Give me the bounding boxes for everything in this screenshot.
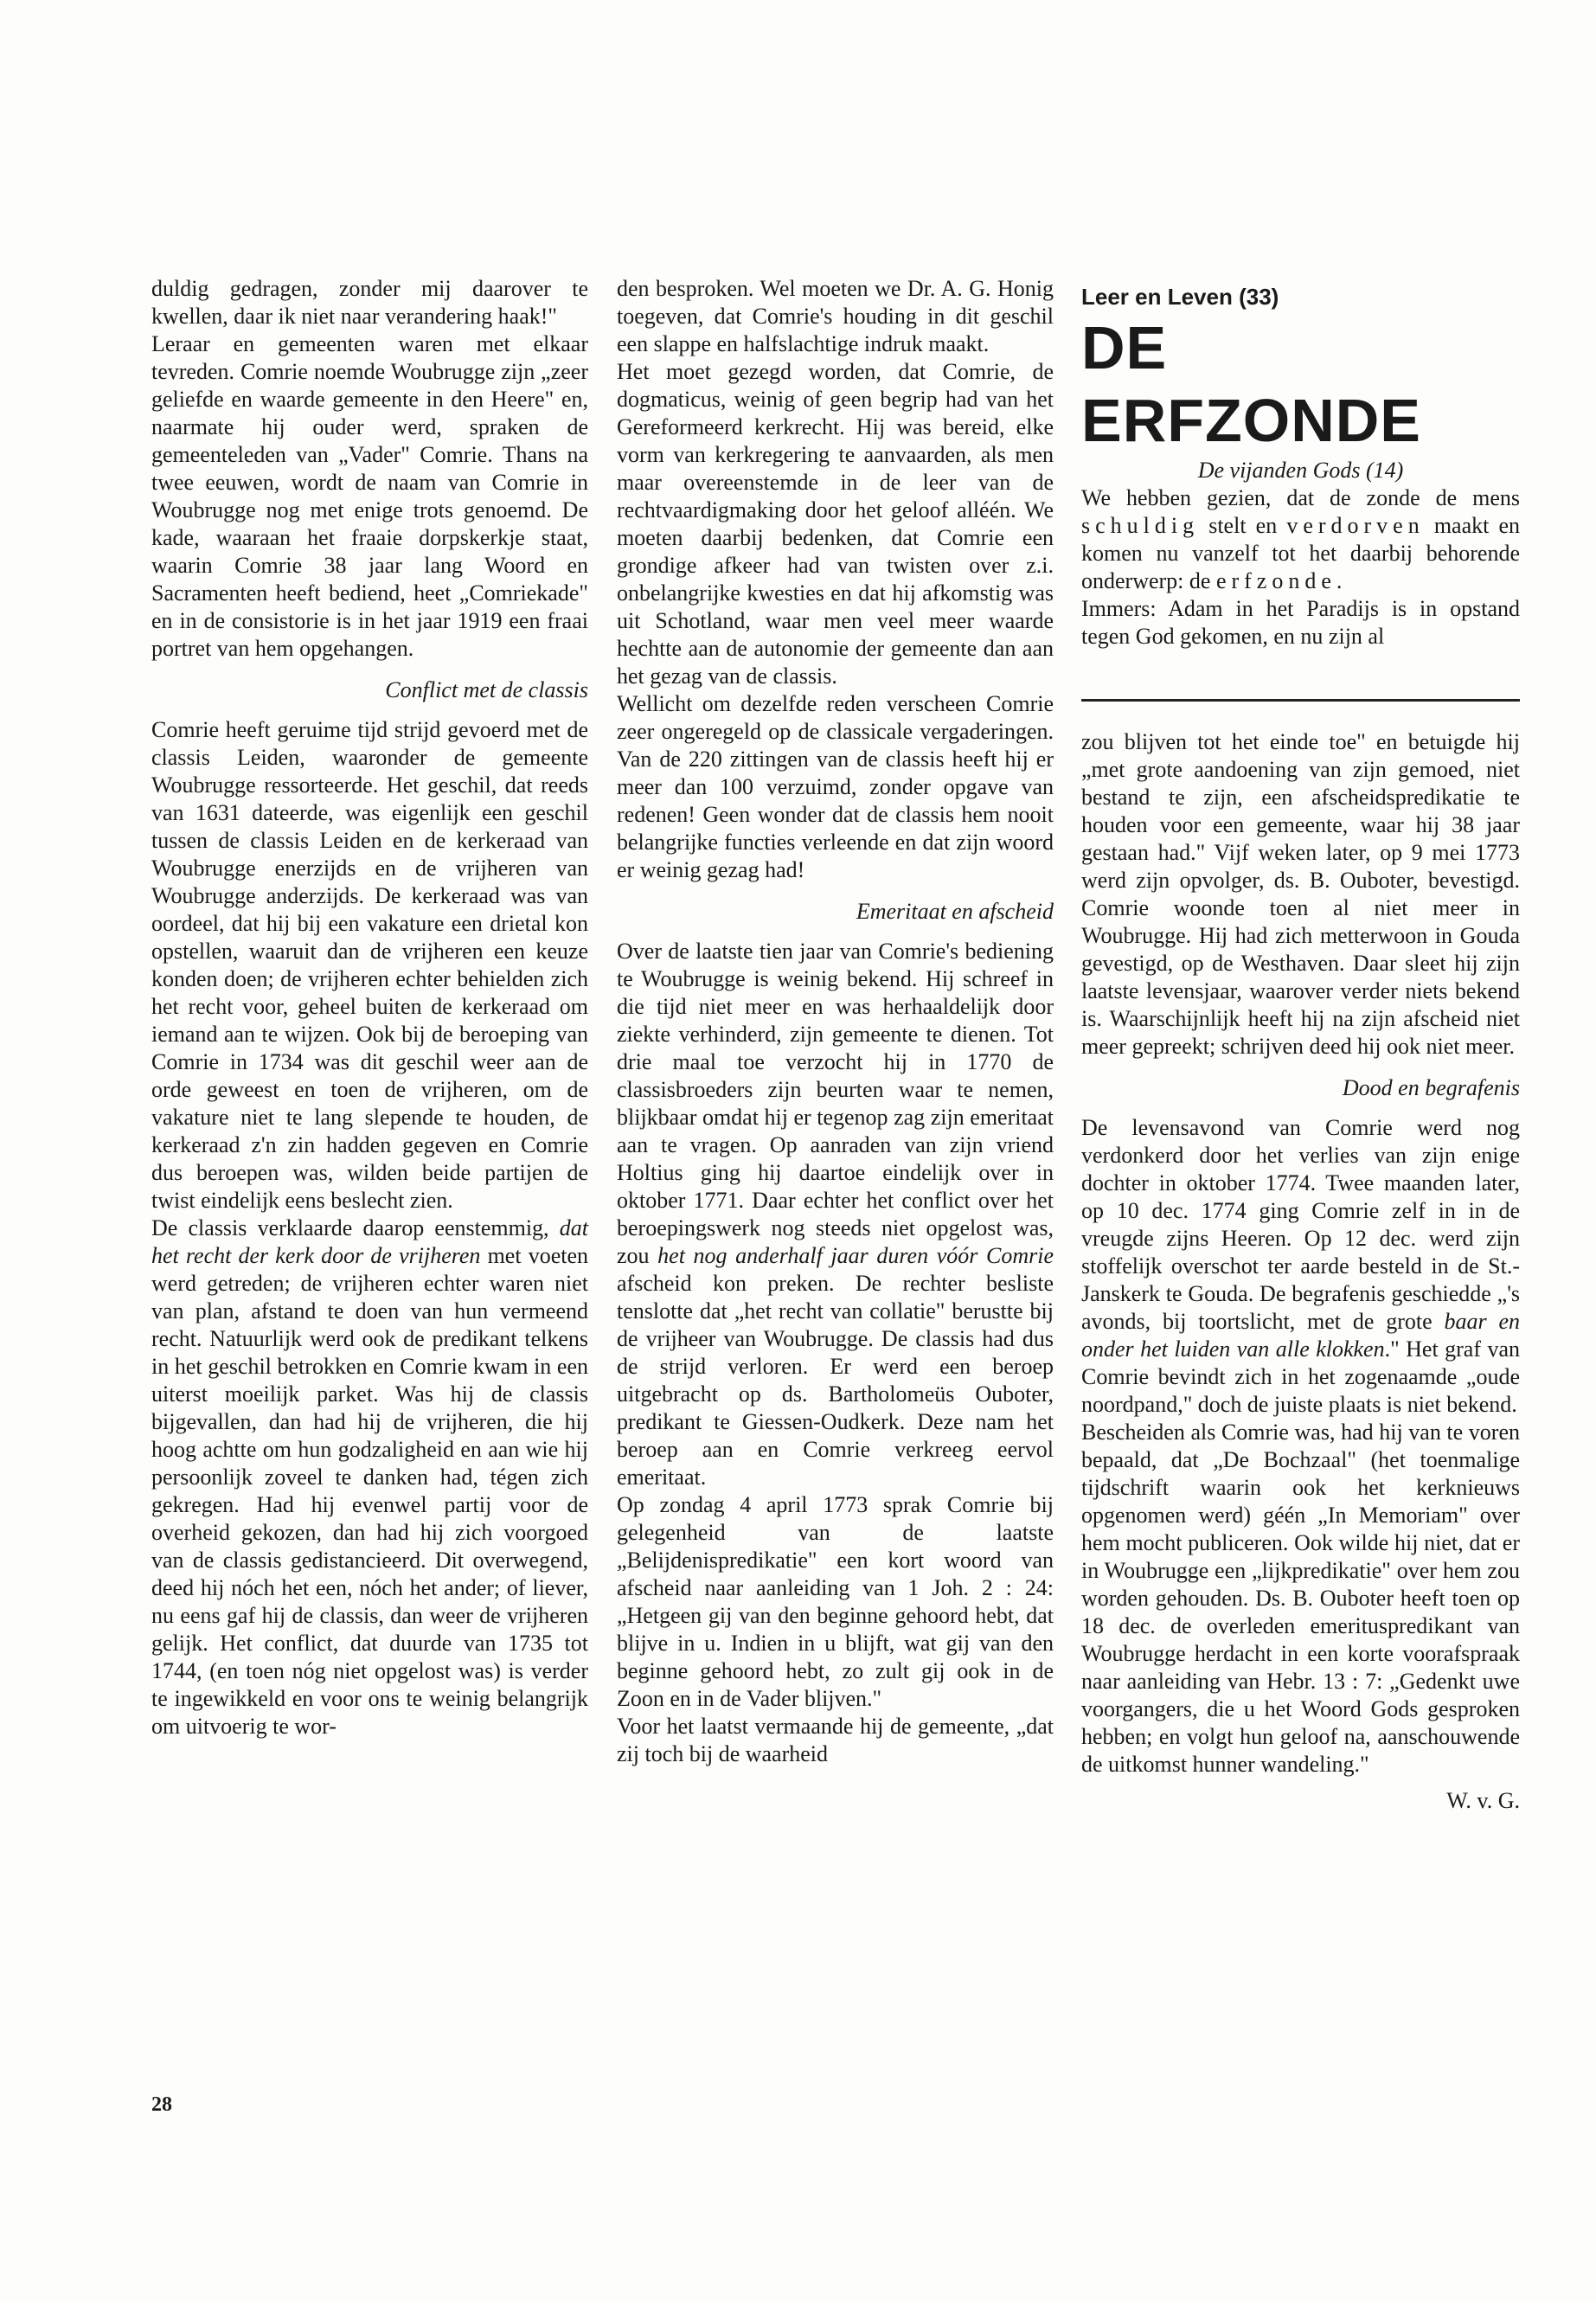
paragraph: Op zondag 4 april 1773 sprak Comrie bij gelegenheid van de laatste „Belijdenispredikatie" een kort woord van afscheid naar aanleiding van 1 Joh. 2 : 24: „Hetgeen gij van den beginne gehoord hebt, dat blijve in u. Indien in u blijft, wat gij van den beginne gehoord hebt, zo zult gij ook in de Zoon en in de Vader blijven." [617, 1492, 1054, 1711]
italic-run: het nog anderhalf jaar duren vóór Comrie [657, 1243, 1054, 1268]
paragraph: Comrie heeft geruime tijd strijd gevoerd met de classis Leiden, waaronder de gemeente Woubrugge ressorteerde. Het geschil, dat reeds van 1631 dateerde, was eigenlijk een geschil tussen de classis Leiden en de kerkeraad van Woubrugge enerzijds en de vrijheren van Woubrugge anderzijds. De kerkeraad was van oordeel, dat hij bij een vakature een drietal kon opstellen, waaruit dan de vrijheren een keuze konden doen; de vrijheren echter behielden zich het recht voor, geheel buiten de kerkeraad om iemand aan te wijzen. Ook bij de beroeping van Comrie in 1734 was dit geschil weer aan de orde geweest en toen de vrijheren, om de vakature niet te lang slepende te houden, de kerkeraad z'n zin hadden gegeven en Comrie dus beroepen was, wilden beide partijen de twist eindelijk eens beslecht zien. [151, 717, 588, 1213]
column-right-top [1081, 282, 1520, 651]
paragraph: Bescheiden als Comrie was, had hij van te voren bepaald, dat „De Bochzaal" (het toenmalige tijdschrift waarin ook het kerknieuws opgenomen werd) géén „In Memoriam" over hem mocht publiceren. Ook wilde hij niet, dat er in Woubrugge een „lijkpredikatie" over hem zou worden gehouden. Ds. B. Ouboter heeft toen op 18 dec. de overleden emerituspredikant van Woubrugge herdacht in een korte voorafspraak naar aanleiding van Hebr. 13 : 7: „Gedenkt uwe voorgangers, die u het Woord Gods gesproken hebben; en volgt hun geloof na, aanschouwende de uitkomst hunner wandeling." [1081, 1420, 1520, 1777]
paragraph: Het moet gezegd worden, dat Comrie, de dogmaticus, weinig of geen begrip had van het Gereformeerd kerkrecht. Hij was bereid, elke vorm van kerkregering te aanvaarden, als men maar overeenstemde in de leer van de rechtvaardigmaking door het geloof alléén. We moeten daarbij bedenken, dat Comrie een grondige afkeer had van twisten over z.i. onbelangrijke kwesties en dat hij afkomstig was uit Schotland, waar men veel meer waarde hechtte aan de autonomie der gemeente dan aan het gezag van de classis. [617, 359, 1054, 689]
paragraph: duldig gedragen, zonder mij daarover te kwellen, daar ik niet naar verandering haak!" [151, 276, 588, 329]
section-divider [1081, 699, 1520, 702]
spaced-word: erfzonde [1215, 568, 1336, 593]
article-subtitle: De vijanden Gods (14) [1197, 458, 1404, 483]
text-run: De levensavond van Comrie werd nog verdonkerd door het verlies van zijn enige dochter in oktober 1774. Twee maanden later, op 10 dec. 1774 ging Comrie zelf in in de vreugde zijns Heeren. Op 12 dec. werd zijn stoffelijk overschot ter aarde besteld in de St.-Janskerk te Gouda. De begrafenis geschiedde „'s avonds, bij toortslicht, met de grote [1081, 1115, 1520, 1334]
paragraph: Wellicht om dezelfde reden verscheen Comrie zeer ongeregeld op de classicale vergaderingen. Van de 220 zittingen van de classis heeft hij er meer dan 100 verzuimd, zonder opgave van redenen! Geen wonder dat de classis hem nooit belangrijke functies verleende en dat zijn woord er weinig gezag had! [617, 691, 1054, 882]
paragraph: den besproken. Wel moeten we Dr. A. G. Honig toegeven, dat Comrie's houding in dit geschil een slappe en halfslachtige indruk maakt. [617, 276, 1054, 356]
text-run: met voeten werd getreden; de vrijheren echter waren niet van plan, afstand te doen van hun vermeend recht. Natuurlijk werd ook de predikant telkens in het geschil betrokken en Comrie kwam in een uiterst moeilijk parket. Was hij de classis bijgevallen, dan had hij de vrijheren, die hij hoog achtte om hun godzaligheid en aan wie hij persoonlijk zoveel te danken had, tégen zich gekregen. Had hij evenwel partij voor de overheid gekozen, dan had hij zich voorgoed van de classis gedistancieerd. Dit overwegend, deed hij nóch het een, nóch het ander; of liever, nu eens gaf hij de classis, dan weer de vrijheren gelijk. Het conflict, dat duurde van 1735 tot 1744, (en toen nóg niet opgelost was) is verder te ingewikkeld en voor ons te weinig belangrijk om uitvoerig te wor- [151, 1243, 588, 1739]
page-number: 28 [151, 2093, 172, 2116]
spaced-word: schuldig [1081, 513, 1200, 538]
column-right-bottom [1081, 728, 1520, 1815]
text-run: ." Het graf van Comrie bevindt zich in het zogenaamde „oude noordpand," doch de juiste plaats is niet bekend. [1081, 1336, 1520, 1417]
article-title: DE ERFZONDE [1081, 314, 1421, 454]
section-heading-emeritaat: Emeritaat en afscheid [856, 899, 1054, 924]
spaced-word: verdorven [1286, 513, 1425, 538]
section-heading-dood: Dood en begrafenis [1342, 1075, 1520, 1100]
italic-run: dat het recht der kerk door de vrijheren [151, 1215, 588, 1268]
text-run: . [1336, 568, 1343, 593]
text-run: maakt en komen nu vanzelf tot het daarbij behorende onderwerp: de [1081, 513, 1520, 593]
text-run: stelt en [1199, 513, 1287, 538]
text-run: afscheid kon preken. De rechter besliste tenslotte dat „het recht van collatie" berustte bij de vrijheer van Woubrugge. De classis had dus de strijd verloren. Er werd een beroep uitgebracht op ds. Bartholomeüs Ouboter, predikant te Giessen-Oudkerk. Deze nam het beroep aan en Comrie verkreeg eervol emeritaat. [617, 1271, 1054, 1490]
paragraph: zou blijven tot het einde toe" en betuigde hij „met grote aandoening van zijn gemoed, niet bestand te zijn, een afscheidspredikatie te houden voor een gemeente, waar hij 38 jaar gestaan had." Vijf weken later, op 9 mei 1773 werd zijn opvolger, ds. B. Ouboter, bevestigd. Comrie woonde toen al niet meer in Woubrugge. Hij had zich metterwoon in Gouda gevestigd, op de Westhaven. Daar sleet hij zijn laatste levensjaar, waarover verder niets bekend is. Waarschijnlijk heeft hij na zijn afscheid niet meer gepreekt; schrijven deed hij ook niet meer. [1081, 729, 1520, 1059]
paragraph: Leraar en gemeenten waren met elkaar tevreden. Comrie noemde Woubrugge zijn „zeer geliefde en waarde gemeente in den Heere" en, naarmate hij ouder werd, spraken de gemeenteleden van „Vader" Comrie. Thans na twee eeuwen, wordt de naam van Comrie in Woubrugge nog met enige trots genoemd. De kade, waaraan het fraaie dorpskerkje staat, waarin Comrie 38 jaar lang Woord en Sacramenten heeft bediend, heet „Comriekade" en in de consistorie is in het jaar 1919 een fraai portret van hem opgehangen. [151, 331, 588, 661]
paragraph: Voor het laatst vermaande hij de gemeente, „dat zij toch bij de waarheid [617, 1714, 1054, 1766]
italic-run: baar en onder het luiden van alle klokken [1081, 1309, 1520, 1362]
author-signature: W. v. G. [1446, 1788, 1520, 1813]
column-left [151, 275, 588, 1740]
column-middle [617, 275, 1054, 1768]
text-run: We hebben gezien, dat de zonde de mens [1081, 485, 1520, 510]
paragraph [617, 938, 1054, 1491]
section-heading-conflict: Conflict met de classis [385, 677, 588, 702]
paragraph [151, 1215, 588, 1740]
paragraph: Immers: Adam in het Paradijs is in opstand tegen God gekomen, en nu zijn al [1081, 596, 1520, 649]
paragraph [1081, 1114, 1520, 1419]
paragraph [1081, 484, 1520, 595]
text-run: Over de laatste tien jaar van Comrie's bediening te Woubrugge is weinig bekend. Hij schreef in die tijd niet meer en was herhaaldelijk door ziekte verhinderd, zijn gemeente te dienen. Tot drie maal toe verzocht hij in 1770 de classisbroeders zijn beurten waar te nemen, blijkbaar omdat hij er tegenop zag zijn emeritaat aan te vragen. Op aanraden van zijn vriend Holtius ging hij daartoe eindelijk over in oktober 1771. Daar echter het conflict over het beroepingswerk nog steeds niet opgelost was, zou [617, 939, 1054, 1268]
text-run: De classis verklaarde daarop eenstemmig, [151, 1215, 560, 1240]
series-label: Leer en Leven (33) [1081, 284, 1279, 310]
